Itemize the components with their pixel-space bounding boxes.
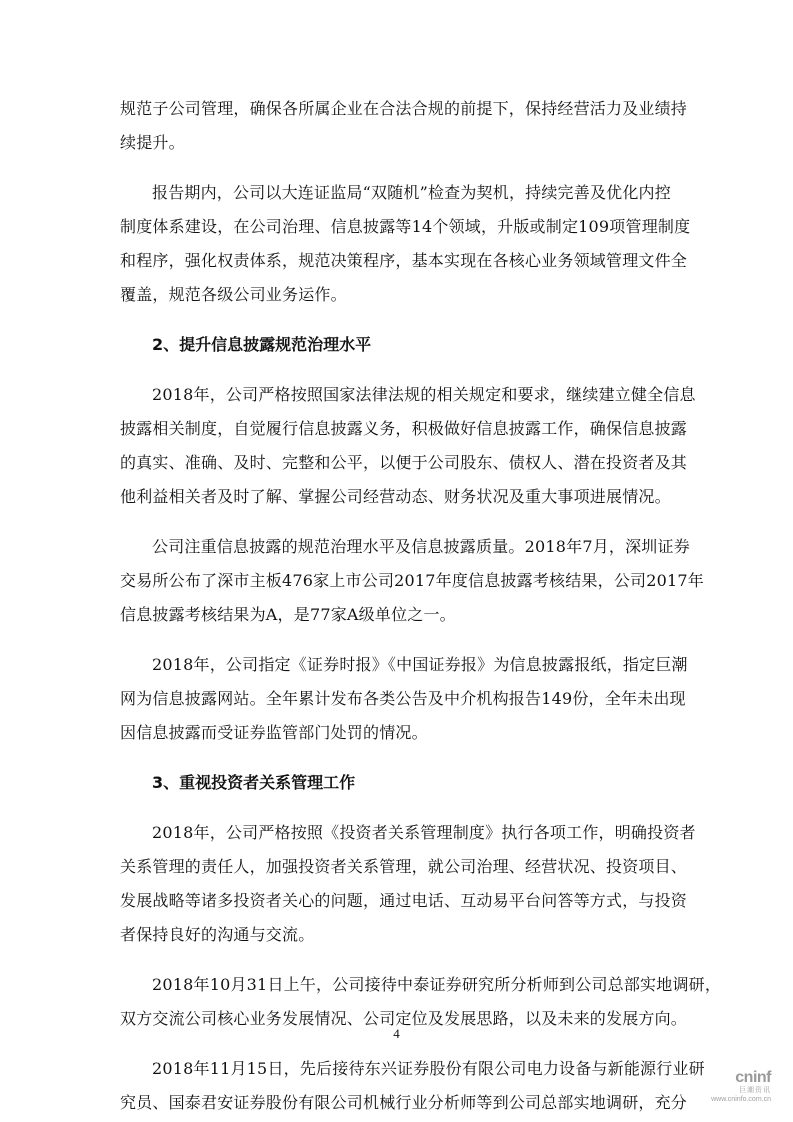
document-body xyxy=(120,92,722,1120)
section-heading-2: 2、提升信息披露规范治理水平 xyxy=(152,335,372,354)
text-line: 究员、国泰君安证券股份有限公司机械行业分析师等到公司总部实地调研，充分 xyxy=(120,1093,688,1112)
watermark-url: www.cninfo.com.cn xyxy=(711,1096,771,1103)
text-line: 公司注重信息披露的规范治理水平及信息披露质量。2018年7月，深圳证券 xyxy=(152,537,690,556)
text-line: 双方交流公司核心业务发展情况、公司定位及发展思路，以及未来的发展方向。 xyxy=(120,1009,688,1028)
page-number: 4 xyxy=(393,1026,400,1041)
text-line: 关系管理的责任人，加强投资者关系管理，就公司治理、经营状况、投资项目、 xyxy=(120,857,688,876)
text-line: 2018年，公司严格按照国家法律法规的相关规定和要求，继续建立健全信息 xyxy=(152,385,696,404)
cninfo-watermark xyxy=(709,1070,771,1104)
text-line: 信息披露考核结果为A，是77家A级单位之一。 xyxy=(120,605,456,624)
watermark-logo: cninf xyxy=(735,1069,771,1086)
text-line: 2018年10月31日上午，公司接待中泰证券研究所分析师到公司总部实地调研， xyxy=(152,975,722,994)
text-line: 2018年11月15日，先后接待东兴证券股份有限公司电力设备与新能源行业研 xyxy=(152,1059,705,1078)
text-line: 2018年，公司指定《证券时报》《中国证券报》为信息披露报纸，指定巨潮 xyxy=(152,655,688,674)
text-line: 因信息披露而受证券监管部门处罚的情况。 xyxy=(120,723,428,742)
text-line: 者保持良好的沟通与交流。 xyxy=(120,925,315,944)
text-line: 覆盖，规范各级公司业务运作。 xyxy=(120,285,347,304)
text-line: 发展战略等诸多投资者关心的问题，通过电话、互动易平台问答等方式，与投资 xyxy=(120,891,688,910)
text-line: 的真实、准确、及时、完整和公平，以便于公司股东、债权人、潜在投资者及其 xyxy=(120,453,688,472)
text-line: 和程序，强化权责体系，规范决策程序，基本实现在各核心业务领域管理文件全 xyxy=(120,251,688,270)
section-heading-3: 3、重视投资者关系管理工作 xyxy=(152,773,356,792)
text-line: 制度体系建设，在公司治理、信息披露等14个领域，升版或制定109项管理制度 xyxy=(120,217,691,236)
text-line: 2018年，公司严格按照《投资者关系管理制度》执行各项工作，明确投资者 xyxy=(152,823,696,842)
text-line: 报告期内，公司以大连证监局“双随机”检查为契机，持续完善及优化内控 xyxy=(152,183,671,202)
text-line: 披露相关制度，自觉履行信息披露义务，积极做好信息披露工作，确保信息披露 xyxy=(120,419,688,438)
text-line: 交易所公布了深市主板476家上市公司2017年度信息披露考核结果，公司2017年 xyxy=(120,571,704,590)
text-line: 他利益相关者及时了解、掌握公司经营动态、财务状况及重大事项进展情况。 xyxy=(120,487,671,506)
watermark-cn-text: 巨潮资讯 xyxy=(739,1086,771,1094)
text-line: 规范子公司管理，确保各所属企业在合法合规的前提下，保持经营活力及业绩持 xyxy=(120,99,688,118)
text-line: 网为信息披露网站。全年累计发布各类公告及中介机构报告149份，全年未出现 xyxy=(120,689,686,708)
text-line: 续提升。 xyxy=(120,133,185,152)
